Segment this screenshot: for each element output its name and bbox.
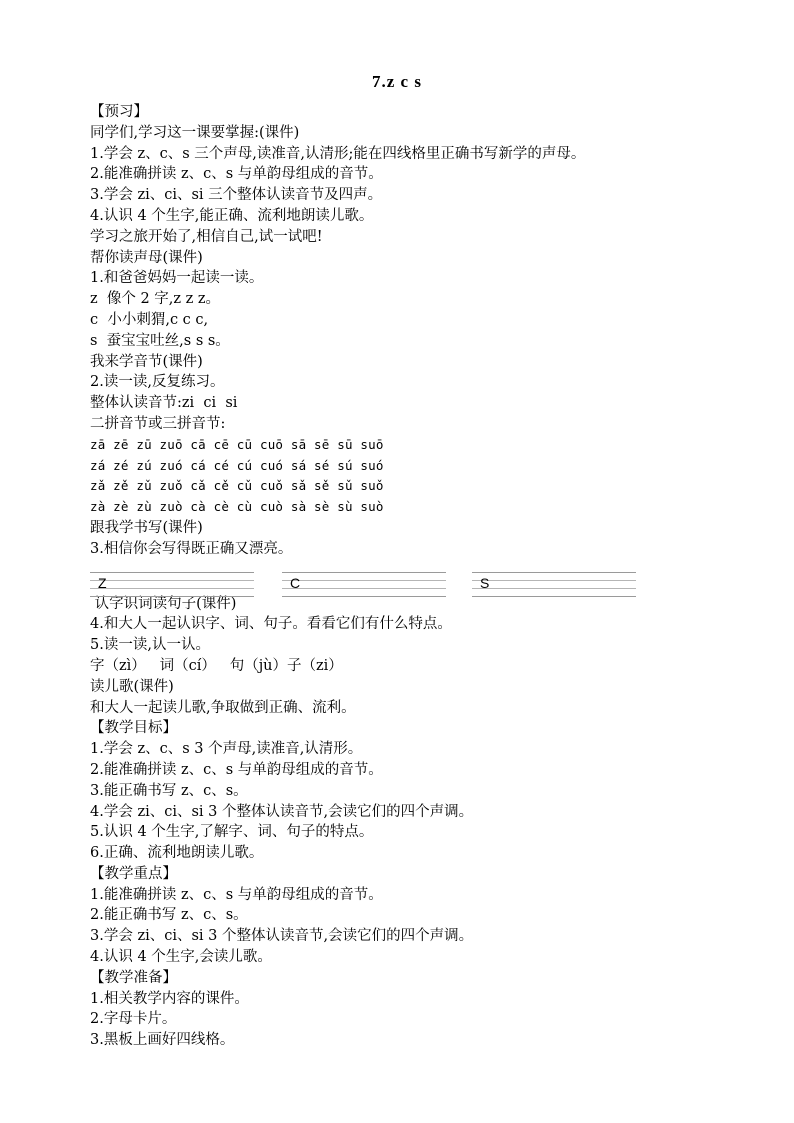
key-point-item: 4.认识 4 个生字,会读儿歌。 xyxy=(90,949,272,966)
pinyin-row: zā zē zū zuō cā cē cū cuō sā sē sū suō xyxy=(90,436,384,452)
key-point-item: 2.能正确书写 z、c、s。 xyxy=(90,907,248,924)
recognize-task: 5.读一读,认一认。 xyxy=(90,637,210,654)
section-header-objectives: 【教学目标】 xyxy=(90,720,177,737)
preparation-item: 3.黑板上画好四线格。 xyxy=(90,1032,235,1049)
syllables-heading: 我来学音节(课件) xyxy=(90,353,203,370)
read-initials-heading: 帮你读声母(课件) xyxy=(90,249,203,266)
grid-letter: C xyxy=(290,574,301,591)
section-header-key-points: 【教学重点】 xyxy=(90,865,177,882)
whole-syllables: 整体认读音节:zi ci si xyxy=(90,395,238,412)
four-line-grid-c xyxy=(282,572,446,596)
recognize-task: 4.和大人一起认识字、词、句子。看看它们有什么特点。 xyxy=(90,616,452,633)
preparation-item: 1.相关教学内容的课件。 xyxy=(90,990,249,1007)
recognize-words: 字（zì） 词（cí） 句（jù）子（zi） xyxy=(90,657,343,674)
key-point-item: 1.能准确拼读 z、c、s 与单韵母组成的音节。 xyxy=(90,886,383,903)
read-initials-task: 1.和爸爸妈妈一起读一读。 xyxy=(90,270,264,287)
rhyme-heading: 读儿歌(课件) xyxy=(90,678,174,695)
rhyme-text: 和大人一起读儿歌,争取做到正确、流利。 xyxy=(90,699,356,716)
preview-goal: 3.学会 zi、ci、si 三个整体认读音节及四声。 xyxy=(90,187,383,204)
grid-letter: Z xyxy=(98,574,107,591)
objective-item: 4.学会 zi、ci、si 3 个整体认读音节,会读它们的四个声调。 xyxy=(90,803,474,820)
syllables-task: 2.读一读,反复练习。 xyxy=(90,374,225,391)
preview-goal: 1.学会 z、c、s 三个声母,读准音,认清形;能在四线格里正确书写新学的声母。 xyxy=(90,145,586,162)
objective-item: 6.正确、流利地朗读儿歌。 xyxy=(90,845,264,862)
four-line-grids xyxy=(90,566,730,610)
initial-rhyme-line: c 小小刺猬,c c c, xyxy=(90,311,209,328)
preview-goal: 4.认识 4 个生字,能正确、流利地朗读儿歌。 xyxy=(90,207,374,224)
recognize-heading: 认字识词读句子(课件) xyxy=(90,595,237,612)
start-text: 学习之旅开始了,相信自己,试一试吧! xyxy=(90,228,323,245)
section-header-preparation: 【教学准备】 xyxy=(90,969,177,986)
writing-heading: 跟我学书写(课件) xyxy=(90,519,203,536)
initial-rhyme-line: z 像个 2 字,z z z。 xyxy=(90,291,221,308)
two-three-syllables-label: 二拼音节或三拼音节: xyxy=(90,415,226,432)
objective-item: 3.能正确书写 z、c、s。 xyxy=(90,782,248,799)
preview-goal: 2.能准确拼读 z、c、s 与单韵母组成的音节。 xyxy=(90,166,383,183)
four-line-grid-z xyxy=(90,572,254,596)
preparation-item: 2.字母卡片。 xyxy=(90,1011,177,1028)
pinyin-row: zǎ zě zǔ zuǒ cǎ cě cǔ cuǒ sǎ sě sǔ suǒ xyxy=(90,478,384,494)
preview-intro: 同学们,学习这一课要掌握:(课件) xyxy=(90,124,300,141)
objective-item: 2.能准确拼读 z、c、s 与单韵母组成的音节。 xyxy=(90,761,383,778)
objective-item: 1.学会 z、c、s 3 个声母,读准音,认清形。 xyxy=(90,741,363,758)
writing-task: 3.相信你会写得既正确又漂亮。 xyxy=(90,540,293,557)
objective-item: 5.认识 4 个生字,了解字、词、句子的特点。 xyxy=(90,824,374,841)
document-body xyxy=(90,102,730,1051)
pinyin-row: zà zè zù zuò cà cè cù cuò sà sè sù suò xyxy=(90,499,384,515)
section-header-preview: 【预习】 xyxy=(90,104,148,120)
pinyin-row: zá zé zú zuó cá cé cú cuó sá sé sú suó xyxy=(90,457,384,473)
key-point-item: 3.学会 zi、ci、si 3 个整体认读音节,会读它们的四个声调。 xyxy=(90,928,474,945)
grid-letter: S xyxy=(480,574,490,591)
initial-rhyme-line: s 蚕宝宝吐丝,s s s。 xyxy=(90,332,230,349)
lesson-title: 7.z c s xyxy=(372,72,422,91)
four-line-grid-s xyxy=(472,572,636,596)
